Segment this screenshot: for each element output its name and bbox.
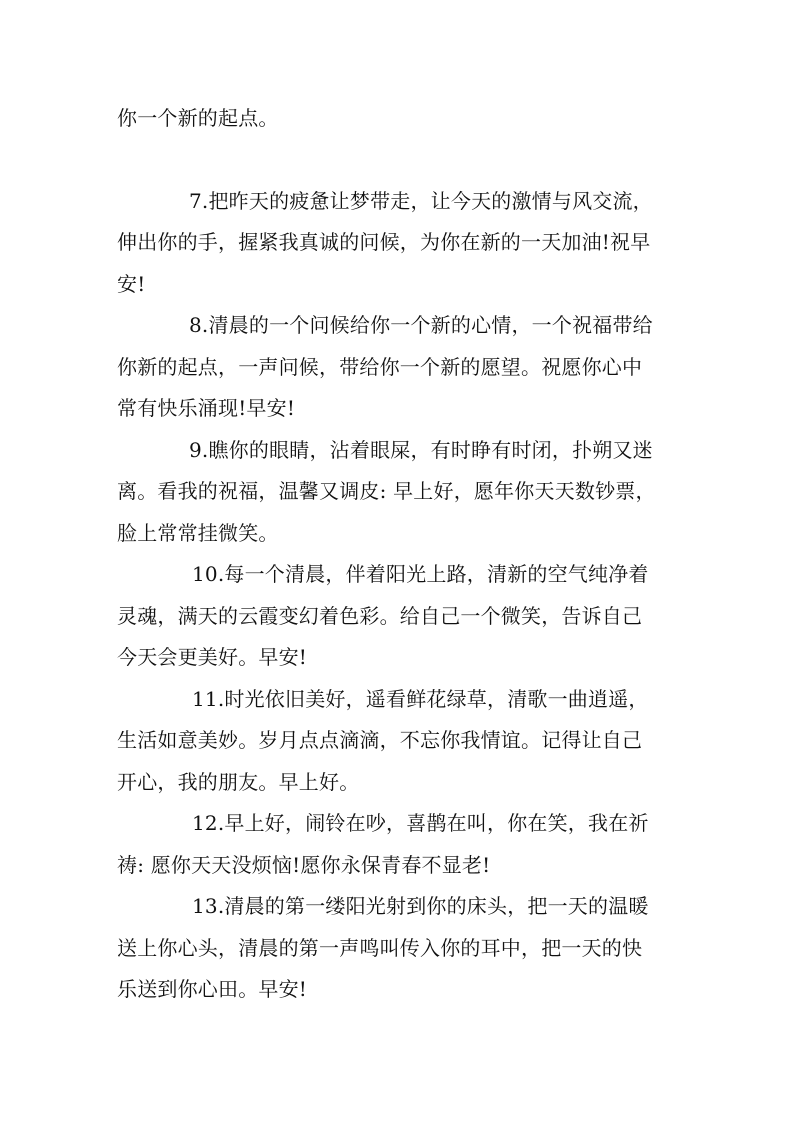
paragraph-12-line-1: 12.早上好，闹铃在吵，喜鹊在叫，你在笑，我在祈 — [192, 811, 649, 835]
paragraph-9-line-1: 9.瞧你的眼睛，沾着眼屎，有时睁有时闭，扑朔又迷 — [189, 438, 653, 462]
paragraph-10-line-2: 灵魂，满天的云霞变幻着色彩。给自己一个微笑，告诉自己 — [117, 604, 643, 628]
paragraph-7-line-1: 7.把昨天的疲惫让梦带走，让今天的激情与风交流， — [189, 189, 653, 213]
paragraph-7-line-2: 伸出你的手，握紧我真诚的问候，为你在新的一天加油!祝早 — [117, 230, 651, 254]
paragraph-13-line-1: 13.清晨的第一缕阳光射到你的床头，把一天的温暖 — [192, 894, 649, 918]
paragraph-10-line-3: 今天会更美好。早安! — [117, 645, 308, 669]
text-line: 你一个新的起点。 — [117, 106, 279, 130]
paragraph-7-line-3: 安! — [117, 272, 146, 296]
paragraph-9-line-3: 脸上常常挂微笑。 — [117, 521, 279, 545]
paragraph-9-line-2: 离。看我的祝福，温馨又调皮: 早上好，愿年你天天数钞票， — [117, 479, 656, 503]
paragraph-13-line-2: 送上你心头，清晨的第一声鸣叫传入你的耳中，把一天的快 — [117, 936, 643, 960]
paragraph-12-line-2: 祷: 愿你天天没烦恼!愿你永保青春不显老! — [117, 853, 491, 877]
paragraph-10-line-1: 10.每一个清晨，伴着阳光上路，清新的空气纯净着 — [192, 562, 649, 586]
paragraph-13-line-3: 乐送到你心田。早安! — [117, 977, 308, 1001]
paragraph-11-line-3: 开心，我的朋友。早上好。 — [117, 770, 360, 794]
paragraph-8-line-1: 8.清晨的一个问候给你一个新的心情，一个祝福带给 — [189, 313, 653, 337]
paragraph-11-line-1: 11.时光依旧美好，遥看鲜花绿草，清歌一曲逍遥， — [192, 687, 649, 711]
paragraph-8-line-3: 常有快乐涌现!早安! — [117, 396, 296, 420]
paragraph-11-line-2: 生活如意美妙。岁月点点滴滴，不忘你我情谊。记得让自己 — [117, 728, 643, 752]
paragraph-8-line-2: 你新的起点，一声问候，带给你一个新的愿望。祝愿你心中 — [117, 355, 643, 379]
